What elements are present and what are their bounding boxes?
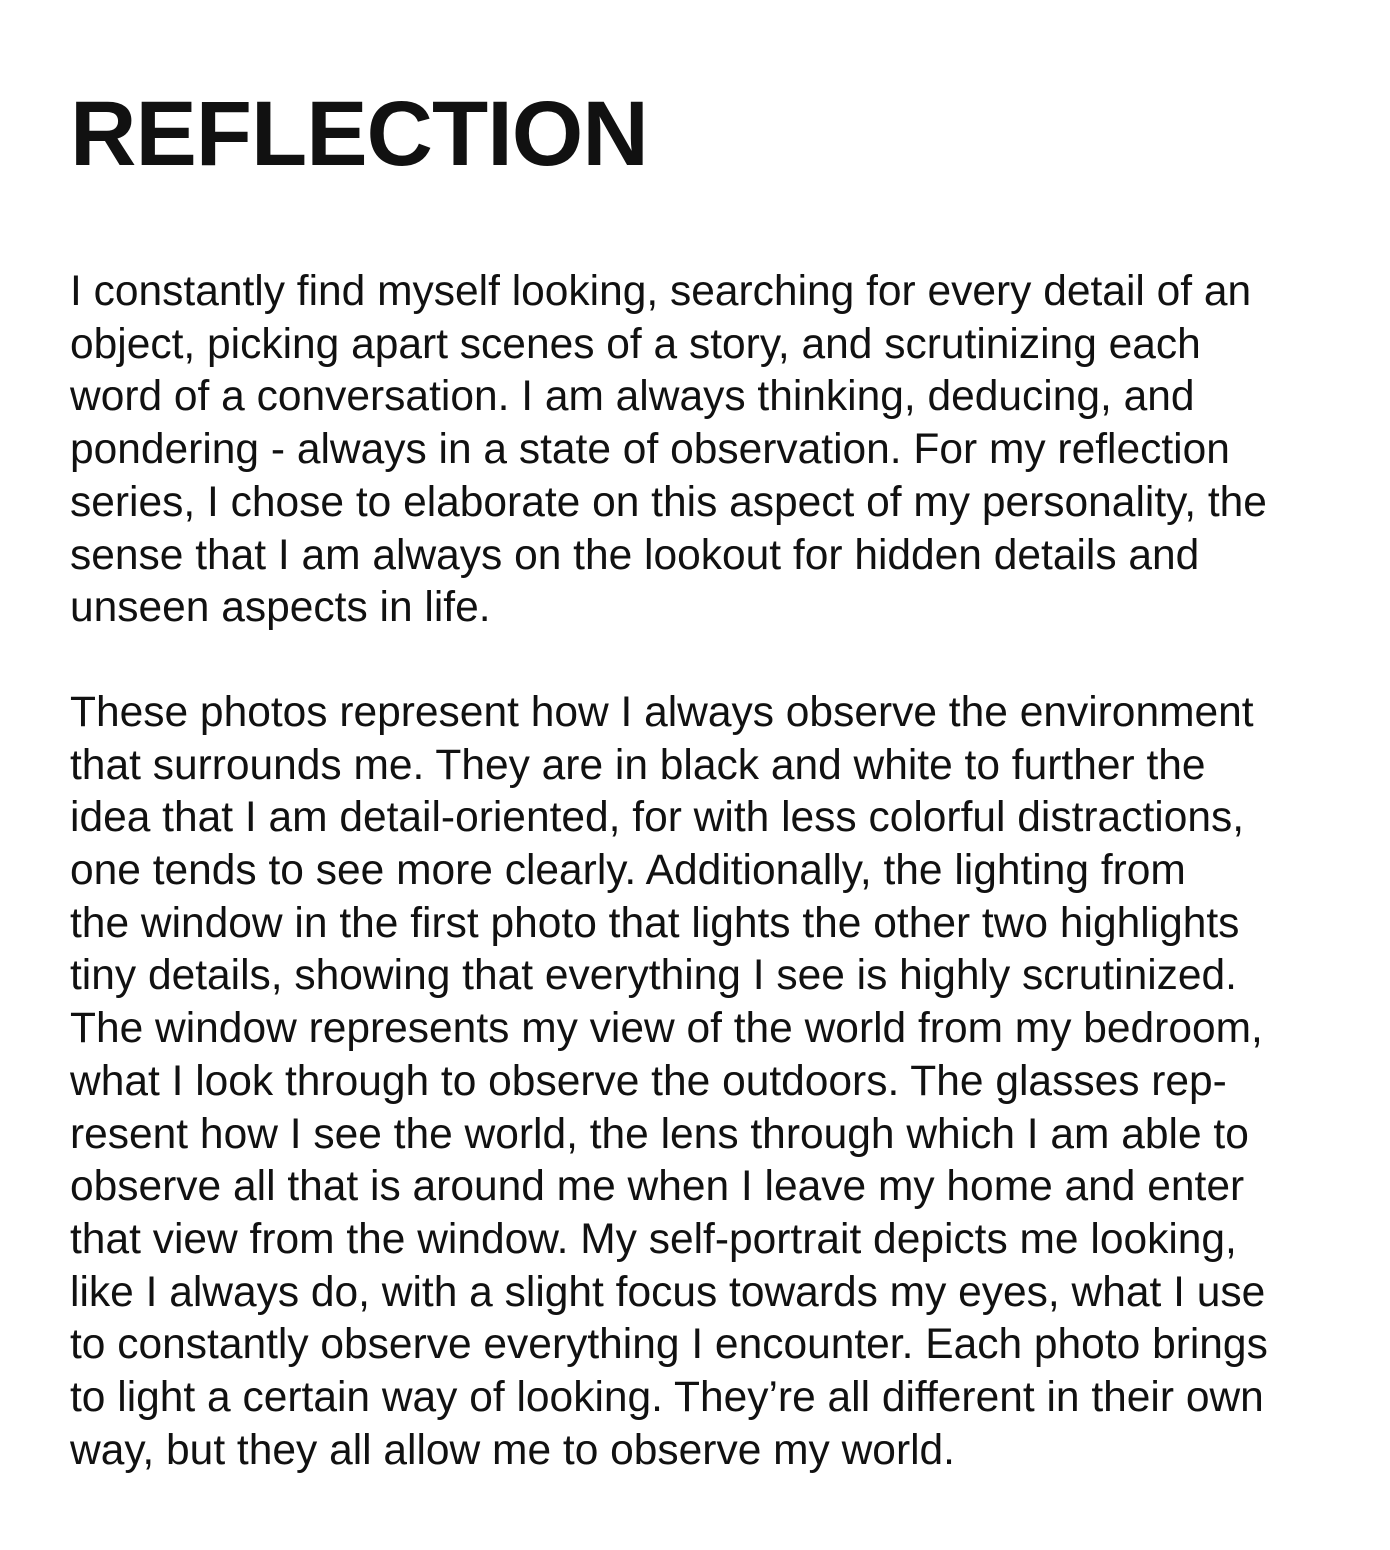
paragraph-line: unseen aspects in life. bbox=[70, 584, 491, 632]
paragraph-photos bbox=[70, 687, 1330, 1478]
paragraph-line: These photos represent how I always observe the environment bbox=[70, 688, 1254, 736]
paragraph-line: idea that I am detail-oriented, for with less colorful distractions, bbox=[70, 794, 1245, 842]
paragraph-line: resent how I see the world, the lens through which I am able to bbox=[70, 1110, 1249, 1158]
paragraph-line: one tends to see more clearly. Additionally, the lighting from bbox=[70, 847, 1186, 895]
paragraph-line: way, but they all allow me to observe my world. bbox=[70, 1426, 955, 1474]
paragraph-line: what I look through to observe the outdoors. The glasses rep- bbox=[70, 1057, 1227, 1105]
page-title: REFLECTION bbox=[70, 83, 648, 185]
paragraph-line: The window represents my view of the world from my bedroom, bbox=[70, 1005, 1263, 1053]
paragraph-line: like I always do, with a slight focus towards my eyes, what I use bbox=[70, 1268, 1266, 1316]
paragraph-line: that view from the window. My self-portrait depicts me looking, bbox=[70, 1215, 1237, 1263]
paragraph-line: that surrounds me. They are in black and white to further the bbox=[70, 741, 1206, 789]
paragraph-line: word of a conversation. I am always thinking, deducing, and bbox=[70, 373, 1195, 421]
paragraph-line: the window in the first photo that lights the other two highlights bbox=[70, 899, 1240, 947]
paragraph-line: series, I chose to elaborate on this aspect of my personality, the bbox=[70, 478, 1267, 526]
paragraph-line: to light a certain way of looking. They’re all different in their own bbox=[70, 1374, 1264, 1422]
paragraph-line: observe all that is around me when I leave my home and enter bbox=[70, 1163, 1245, 1211]
paragraph-line: object, picking apart scenes of a story, and scrutinizing each bbox=[70, 320, 1201, 368]
paragraph-line: to constantly observe everything I encounter. Each photo brings bbox=[70, 1321, 1268, 1369]
paragraph-line: pondering - always in a state of observation. For my reflection bbox=[70, 426, 1230, 474]
paragraph-intro bbox=[70, 266, 1330, 635]
paragraph-line: sense that I am always on the lookout for hidden details and bbox=[70, 531, 1200, 579]
paragraph-line: tiny details, showing that everything I see is highly scrutinized. bbox=[70, 952, 1237, 1000]
paragraph-line: I constantly find myself looking, searching for every detail of an bbox=[70, 268, 1252, 315]
